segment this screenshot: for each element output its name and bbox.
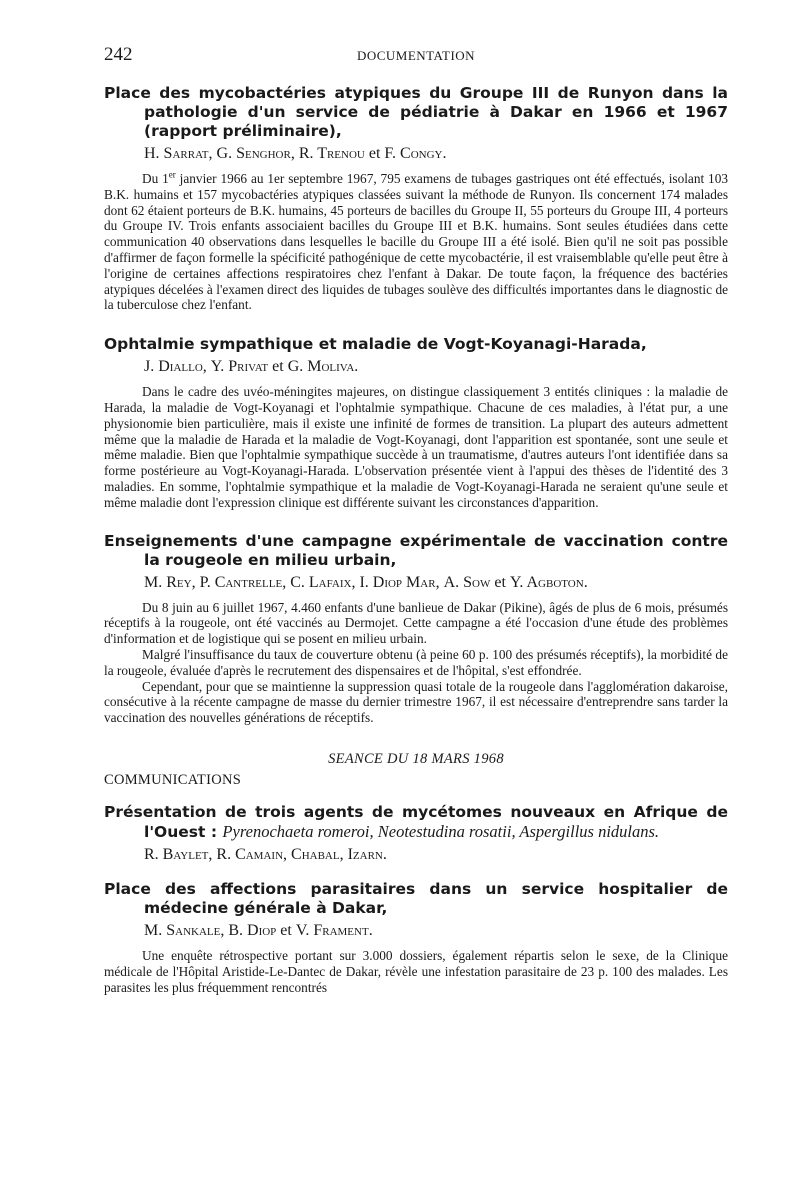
running-head [104, 44, 728, 74]
article-mycetomes [104, 803, 728, 865]
article-title: Place des affections parasitaires dans un service hospitalier de médecine générale à Dakar, [104, 879, 728, 917]
article-paragraph: Malgré l'insuffisance du taux de couverture obtenu (à peine 60 p. 100 des présumés réceptifs), la morbidité de la rougeole, évaluée d'après le recrutement des dispensaires et de l'hôpital, s'est effondrée. [104, 646, 728, 678]
article-mycobacteries [104, 84, 728, 313]
article-title: Présentation de trois agents de mycétomes nouveaux en Afrique de l'Ouest : Pyrenochaeta romeroi, Neotestudina rosatii, Aspergillus nidulans. [104, 802, 728, 841]
article-rougeole [104, 532, 728, 726]
running-title: DOCUMENTATION [356, 48, 476, 63]
article-authors: R. Baylet, R. Camain, Chabal, Izarn. [144, 845, 387, 863]
page-number: 242 [104, 44, 133, 65]
session-heading: SEANCE DU 18 MARS 1968 [328, 750, 504, 767]
article-authors: J. Diallo, Y. Privat et G. Moliva. [144, 358, 359, 376]
article-paragraph: Une enquête rétrospective portant sur 3.000 dossiers, également répartis selon le sexe, de la Clinique médicale de l'Hôpital Aristide-Le-Dantec de Dakar, révèle une infestation parasitaire de 23 p. 100 des malades. Les parasites les plus fréquemment rencontrés [104, 947, 728, 995]
article-authors: M. Rey, P. Cantrelle, C. Lafaix, I. Diop Mar, A. Sow et Y. Agboton. [144, 573, 588, 591]
article-title: Place des mycobactéries atypiques du Groupe III de Runyon dans la pathologie d'un service de pédiatrie à Dakar en 1966 et 1967 (rapport préliminaire), [104, 84, 728, 140]
section-heading: COMMUNICATIONS [104, 771, 242, 788]
page-content [104, 84, 728, 995]
article-title: Ophtalmie sympathique et maladie de Vogt-Koyanagi-Harada, [104, 335, 647, 354]
article-paragraph: Cependant, pour que se maintienne la suppression quasi totale de la rougeole dans l'agglomération dakaroise, consécutive à la récente campagne de masse du dernier trimestre 1967, il est nécessaire d'entreprendre sans tarder la vaccination des nouvelles générations de réceptifs. [104, 678, 728, 726]
article-parasitaires [104, 880, 728, 995]
article-paragraph: Dans le cadre des uvéo-méningites majeures, on distingue classiquement 3 entités cliniques : la maladie de Harada, la maladie de Vogt-Koyanagi et l'ophtalmie sympathique. Chacune de ces maladies, à l'état pur, a une physionomie bien particulière, mais il existe une infinité de formes de transition. La plupart des auteurs admettent même que la maladie de Harada et la maladie de Vogt-Koyanagi, dont l'apparition est spontanée, sont une seule et même maladie. Bien que l'ophtalmie sympathique succède à un traumatisme, d'autres auteurs l'ont identifiée dans sa forme postérieure au Vogt-Koyanagi-Harada. L'observation présentée vient à l'appui des thèses de l'identité des 3 maladies. En somme, l'ophtalmie sympathique et la maladie de Vogt-Koyanagi-Harada ne seraient qu'une seule et même maladie dont l'expression clinique est différente suivant les circonstances d'apparition. [104, 384, 728, 510]
article-paragraph: Du 1er janvier 1966 au 1er septembre 1967, 795 examens de tubages gastriques ont été effectués, isolant 103 B.K. humains et 157 mycobactéries atypiques classées suivant la méthode de Runyon. Ils concernent 174 malades dont 62 étaient porteurs de B.K. humains, 45 porteurs de bacilles du Groupe II, 55 porteurs du Groupe III, 4 porteurs du Groupe IV. Trois enfants associaient bacilles du Groupe III et B.K. humains. Sont seules étudiées dans cette communication 40 observations dans lesquelles le bacille du Groupe III a été isolé. Bien qu'il ne soit pas possible d'affirmer de façon formelle la spécificité pathogénique de cette mycobactérie, il est vraisemblable qu'elle peut être à l'origine de certaines affections respiratoires chez l'enfant à Dakar. De toute façon, la fréquence des bactéries atypiques décelées à l'examen direct des liquides de tubages soulève des difficultés importantes dans le diagnostic de la tuberculose chez l'enfant. [104, 169, 728, 313]
article-paragraph: Du 8 juin au 6 juillet 1967, 4.460 enfants d'une banlieue de Dakar (Pikine), âgés de plus de 6 mois, présumés réceptifs à la rougeole, ont été vaccinés au Dermojet. Cette campagne a été l'occasion d'une étude des problèmes d'information et de logistique qui se posent en milieu urbain. [104, 599, 728, 647]
species-names: Pyrenochaeta romeroi, Neotestudina rosatii, Aspergillus nidulans. [222, 821, 660, 841]
article-authors: H. Sarrat, G. Senghor, R. Trenou et F. Congy. [144, 145, 447, 162]
article-authors: M. Sankale, B. Diop et V. Frament. [144, 921, 373, 939]
article-ophtalmie [104, 335, 728, 510]
article-title: Enseignements d'une campagne expérimentale de vaccination contre la rougeole en milieu urbain, [104, 531, 728, 569]
